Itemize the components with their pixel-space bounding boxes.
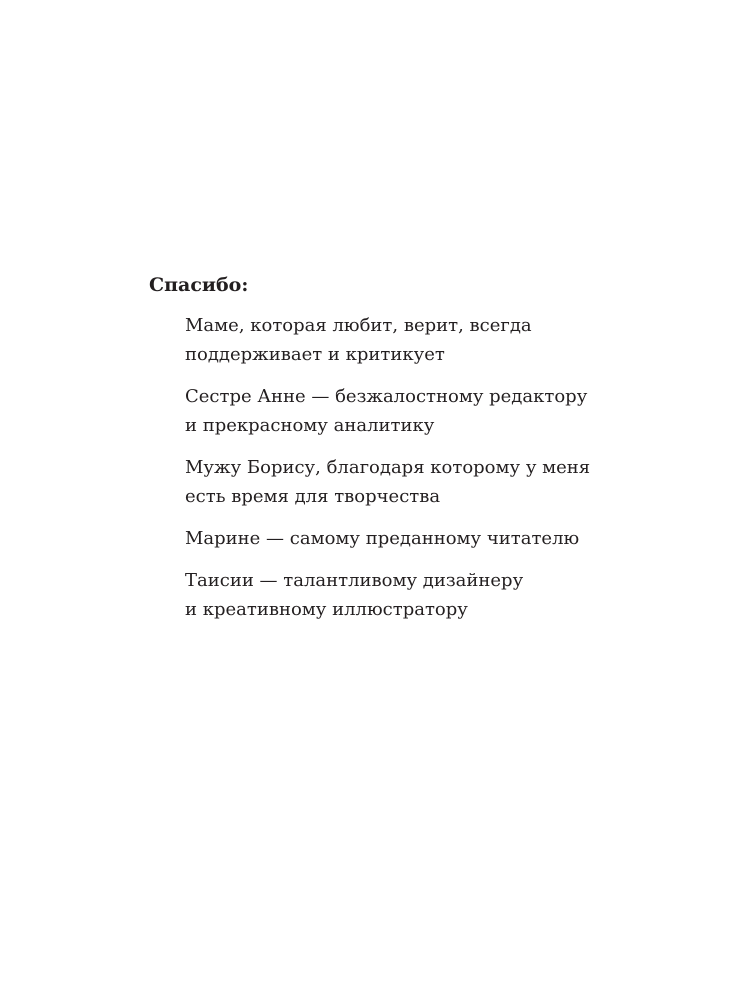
acknowledgement-line: Мужу Борису, благодаря которому у меня <box>185 457 591 478</box>
acknowledgement-line: есть время для творчества <box>185 486 441 507</box>
acknowledgement-line: и креативному иллюстратору <box>185 599 468 620</box>
dedication-heading: Спасибо: <box>149 274 249 296</box>
acknowledgement-line: Сестре Анне — безжалостному редактору <box>185 386 588 407</box>
acknowledgement-item <box>185 382 615 440</box>
acknowledgement-item <box>185 566 615 624</box>
acknowledgement-line: Таисии — талантливому дизайнеру <box>185 570 524 591</box>
acknowledgement-line: Маме, которая любит, верит, всегда <box>185 315 532 336</box>
acknowledgement-item <box>185 524 615 553</box>
acknowledgement-item <box>185 453 615 511</box>
acknowledgement-line: поддерживает и критикует <box>185 344 445 365</box>
acknowledgement-line: Марине — самому преданному читателю <box>185 528 580 549</box>
acknowledgement-list <box>185 311 615 637</box>
acknowledgement-item <box>185 311 615 369</box>
acknowledgement-line: и прекрасному аналитику <box>185 415 435 436</box>
